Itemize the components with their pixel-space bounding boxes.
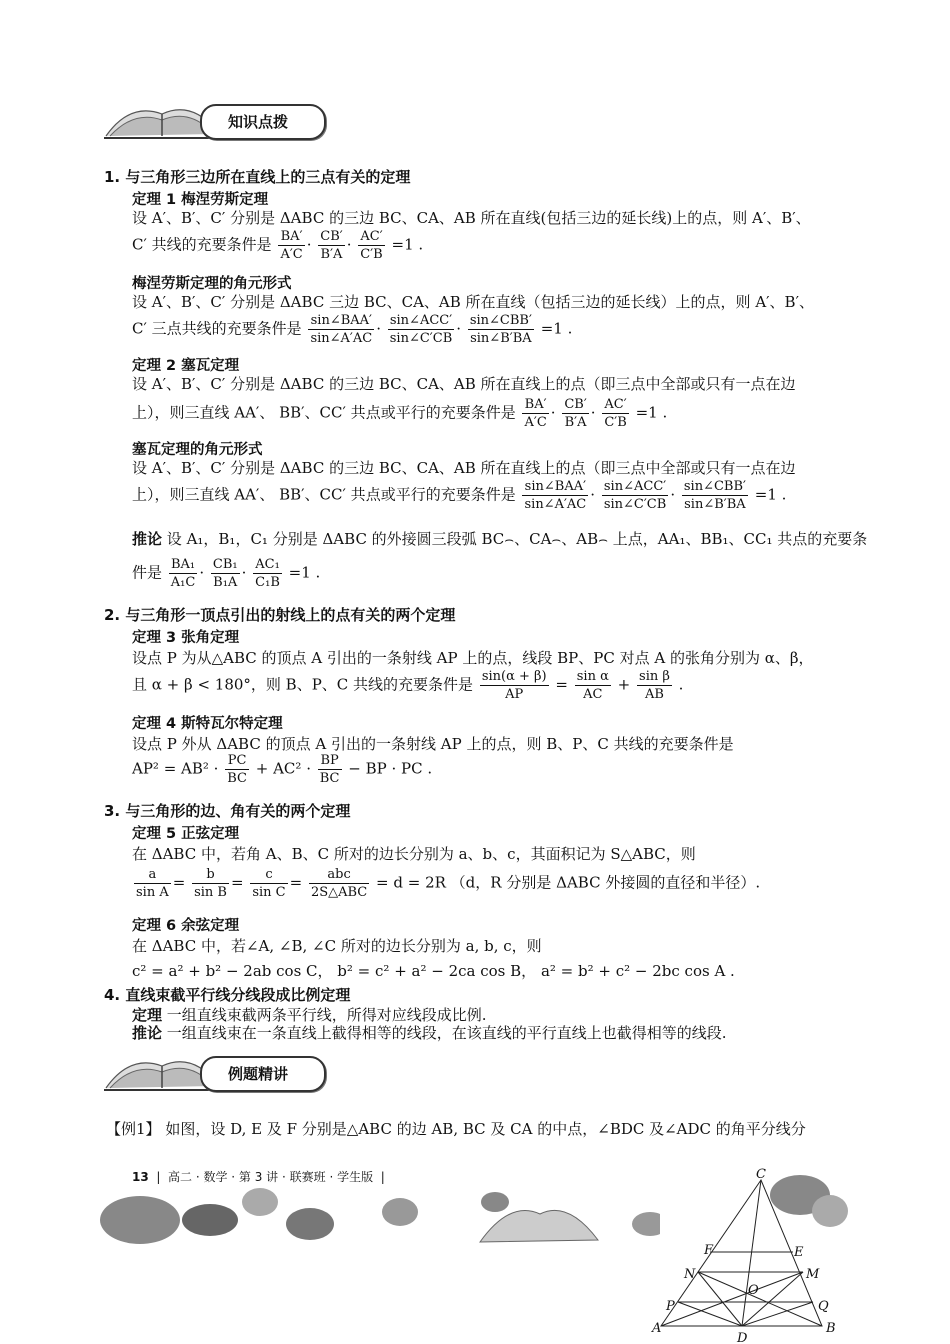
- theorem-4-line-2: [132, 752, 432, 787]
- fraction: [318, 752, 342, 787]
- fraction: [388, 312, 455, 347]
- fraction: [358, 228, 384, 263]
- course-info: 高二 · 数学 · 第 3 讲 · 联赛班 · 学生版: [168, 1170, 374, 1184]
- numerator: sin∠CBB′: [683, 479, 746, 494]
- corollary-text: 设 A₁，B₁，C₁ 分别是 ΔABC 的外接圆三段弧 BC⌢、CA⌢、AB⌢ 上点，AA₁、BB₁、CC₁ 共点的充要条: [166, 530, 868, 548]
- denominator: B′A: [564, 415, 587, 430]
- theorem-1-line-2: C′ 共线的充要条件是 $\frac{BA'}{A'C}$ · $\frac{CB'}{B'A}$ · $\frac{AC'}{C'B}$ =1 .: [132, 229, 424, 262]
- fraction: [637, 668, 672, 703]
- theorem-1-line-1: 设 A′、B′、C′ 分别是 ΔABC 的三边 BC、CA、AB 所在直线(包括三边的延长线)上的点，则 A′、B′、: [132, 209, 811, 227]
- theorem-2b-title: 塞瓦定理的角元形式: [132, 442, 263, 458]
- numerator: AC′: [602, 396, 628, 414]
- theorem-3-line-1: 设点 P 为从△ABC 的顶点 A 引出的一条射线 AP 上的点，线段 BP、PC 对点 A 的张角分别为 α、β，: [132, 649, 814, 667]
- fraction: [575, 668, 611, 703]
- theorem-6-title: 定理 6 余弦定理: [132, 918, 240, 934]
- section-1-title: 1. 与三角形三边所在直线上的三点有关的定理: [104, 168, 411, 186]
- point-label-o: O: [748, 1283, 759, 1298]
- fraction: [468, 312, 534, 347]
- fraction: [602, 478, 669, 513]
- fraction: [225, 752, 249, 787]
- fraction: [562, 396, 588, 431]
- numerator: sin α: [576, 669, 609, 684]
- sine-law-tail: = d = 2R （d，R 分别是 ΔABC 外接圆的直径和半径）.: [376, 873, 761, 892]
- fraction: [318, 228, 344, 263]
- point-label-a: A: [652, 1321, 662, 1336]
- numerator: AC₁: [253, 556, 282, 574]
- numerator: sin∠ACC′: [602, 478, 669, 496]
- denominator: B′A: [320, 247, 343, 262]
- equation-tail: =1 .: [391, 235, 424, 254]
- corollary-label: 推论: [132, 1024, 163, 1042]
- numerator: AC′: [358, 228, 384, 246]
- numerator: CB′: [564, 397, 587, 412]
- denominator: sin C: [252, 885, 286, 900]
- theorem-2b-line-1: 设 A′、B′、C′ 分别是 ΔABC 的三边 BC、CA、AB 所在直线上的点（即三点中全部或只有一点在边: [132, 459, 796, 477]
- stewart-mid: + AC² ·: [255, 759, 311, 778]
- numerator: sin∠CBB′: [469, 313, 532, 328]
- numerator: a: [134, 866, 171, 884]
- equation-tail: =1 .: [540, 319, 573, 338]
- numerator: BA′: [522, 396, 548, 414]
- lily-pad-icon: [382, 1198, 418, 1226]
- numerator: sin∠BAA′: [522, 478, 588, 496]
- fraction: [309, 866, 369, 901]
- denominator: sin∠C′CB: [389, 331, 453, 346]
- theorem-1-lead: C′ 共线的充要条件是: [132, 235, 272, 254]
- numerator: BA₁: [169, 556, 198, 574]
- theorem-1b-line-1: 设 A′、B′、C′ 分别是 ΔABC 三边 BC、CA、AB 所在直线（包括三边的延长线）上的点，则 A′、B′、: [132, 293, 814, 311]
- operator: +: [617, 675, 631, 694]
- knowledge-banner-label: 知识点拨: [200, 104, 326, 140]
- footer-decoration: [100, 1180, 660, 1250]
- denominator: AC: [583, 687, 603, 702]
- median-cd: [742, 1180, 761, 1326]
- section-2-title: 2. 与三角形一顶点引出的射线上的点有关的两个定理: [104, 606, 456, 624]
- fraction: [480, 668, 549, 703]
- theorem-2-title: 定理 2 塞瓦定理: [132, 358, 240, 374]
- open-book-icon: [480, 1210, 598, 1242]
- denominator: C′B: [360, 247, 383, 262]
- numerator: PC: [225, 752, 249, 770]
- denominator: sin∠B′BA: [470, 331, 532, 346]
- theorem-2-line-1: 设 A′、B′、C′ 分别是 ΔABC 的三边 BC、CA、AB 所在直线上的点（即三点中全部或只有一点在边: [132, 375, 796, 393]
- leaf-icon: [286, 1208, 334, 1240]
- theorem-text: 一组直线束截两条平行线，所得对应线段成比例.: [166, 1006, 487, 1024]
- footer-separator: |: [156, 1170, 161, 1184]
- bisector-dm: [742, 1272, 803, 1326]
- theorem-1-title: 定理 1 梅涅劳斯定理: [132, 192, 269, 208]
- denominator: A₁C: [170, 575, 196, 590]
- section-3-title: 3. 与三角形的边、角有关的两个定理: [104, 802, 351, 820]
- denominator: BC: [319, 771, 340, 786]
- numerator: sin β: [639, 669, 670, 684]
- corollary-line-1: [132, 528, 867, 549]
- numerator: b: [192, 866, 229, 884]
- denominator: AP: [505, 687, 524, 702]
- theorem-3-title: 定理 3 张角定理: [132, 630, 240, 646]
- theorem-4-title: 定理 4 斯特瓦尔特定理: [132, 716, 283, 732]
- corollary-text: 一组直线束在一条直线上截得相等的线段，在该直线的平行直线上也截得相等的线段.: [166, 1024, 727, 1042]
- denominator: C₁B: [255, 575, 280, 590]
- theorem-2b-line-2: 上），则三直线 AA′、 BB′、CC′ 共点或平行的充要条件是 $\frac{\text{sin∠BAA′}}{\sin\angle A'AC}$ · $\frac{\text{sin∠ACC′}}{\sin\angle C'CB}$ · $\frac{\text{sin∠CBB′}}{\sin\angle B'BA}$ =1 .: [132, 479, 787, 512]
- footer-separator: |: [380, 1170, 385, 1184]
- theorem-label: 定理: [132, 1006, 163, 1024]
- denominator: sin∠A′AC: [524, 497, 587, 512]
- segment-bn: [698, 1272, 822, 1326]
- numerator: sin(α + β): [481, 669, 547, 684]
- corollary-line-2: 件是 $\frac{\text{BA₁}}{\text{A₁C}}$ · $\frac{\text{CB₁}}{\text{B₁A}}$ · $\frac{\text{AC₁}}{\text{C₁B}}$ =1 .: [132, 557, 321, 590]
- lily-pad-icon: [481, 1192, 509, 1212]
- point-label-e: E: [794, 1245, 804, 1260]
- theorem-3-lead: 且 α + β < 180°，则 B、P、C 共线的充要条件是: [132, 675, 474, 694]
- numerator: CB₁: [212, 557, 238, 572]
- denominator: A′C: [280, 247, 303, 262]
- denominator: sin∠A′AC: [310, 331, 373, 346]
- segment-am: [661, 1272, 803, 1326]
- examples-banner: [100, 1050, 330, 1098]
- equation-tail: =1 .: [754, 485, 787, 504]
- point-label-c: C: [756, 1167, 766, 1182]
- leaf-icon: [182, 1204, 238, 1236]
- theorem-5-line-1: 在 ΔABC 中，若角 A、B、C 所对的边长分别为 a、b、c，其面积记为 S△ABC，则: [132, 845, 696, 863]
- example-1: [106, 1118, 806, 1139]
- triangle-figure: [648, 1162, 844, 1344]
- fraction: [192, 866, 229, 901]
- fraction: [308, 312, 374, 347]
- denominator: BC: [227, 771, 247, 786]
- point-label-q: Q: [818, 1299, 829, 1314]
- fraction: [278, 228, 304, 263]
- operator: .: [678, 675, 684, 694]
- point-label-n: N: [684, 1267, 696, 1282]
- stewart-pre: AP² = AB² ·: [132, 759, 219, 778]
- fraction: [253, 556, 282, 591]
- denominator: sin A: [136, 885, 169, 900]
- operator: =: [555, 675, 568, 694]
- fraction: [522, 396, 548, 431]
- numerator: sin∠ACC′: [388, 312, 455, 330]
- examples-banner-label: 例题精讲: [200, 1056, 326, 1092]
- theorem-1b-line-2: C′ 三点共线的充要条件是 $\frac{\text{sin∠BAA′}}{\sin\angle A'AC}$ · $\frac{\text{sin∠ACC′}}{\sin\angle C'CB}$ · $\frac{\text{sin∠CBB′}}{\sin\angle B'BA}$ =1 .: [132, 313, 573, 346]
- point-label-m: M: [806, 1267, 820, 1282]
- denominator: sin∠B′BA: [684, 497, 746, 512]
- corollary-2-line: [132, 1022, 727, 1043]
- fraction: [169, 556, 198, 591]
- leaf-icon: [100, 1196, 180, 1244]
- numerator: sin∠BAA′: [308, 312, 374, 330]
- theorem-2-line-2: 上），则三直线 AA′、 BB′、CC′ 共点或平行的充要条件是 $\frac{BA'}{A'C}$ · $\frac{CB'}{B'A}$ · $\frac{AC'}{C'B}$ =1 .: [132, 397, 668, 430]
- denominator: sin∠C′CB: [603, 497, 667, 512]
- denominator: sin B: [194, 885, 227, 900]
- point-label-f: F: [704, 1243, 714, 1258]
- denominator: A′C: [524, 415, 547, 430]
- corollary-label: 推论: [132, 530, 163, 548]
- fraction: [682, 478, 748, 513]
- example-label: 【例1】: [106, 1120, 161, 1138]
- theorem-5-line-2: $\frac{a}{\text{sin A}}$ = $\frac{b}{\text{sin B}}$ = $\frac{c}{\text{sin C}}$ = $\frac{\text{abc}}{\text{2S△ABC}}$ = d = 2R （d，R 分别是 ΔABC 外接圆的直径和半径）.: [136, 867, 761, 900]
- equation-tail: =1 .: [288, 563, 321, 582]
- page-number: 13: [132, 1170, 149, 1184]
- denominator: 2S△ABC: [310, 885, 368, 900]
- corollary-lead: 件是: [132, 563, 163, 582]
- point-label-p: P: [666, 1299, 675, 1314]
- theorem-2b-lead: 上），则三直线 AA′、 BB′、CC′ 共点或平行的充要条件是: [132, 485, 516, 504]
- example-text: 如图，设 D, E 及 F 分别是△ABC 的边 AB, BC 及 CA 的中点，∠BDC 及∠ADC 的角平分线分: [165, 1120, 806, 1138]
- point-label-d: D: [737, 1331, 748, 1344]
- segment-qd: [742, 1302, 813, 1326]
- numerator: abc: [309, 866, 369, 884]
- theorem-1b-title: 梅涅劳斯定理的角元形式: [132, 276, 292, 292]
- numerator: CB′: [320, 229, 343, 244]
- theorem-2-lead: 上），则三直线 AA′、 BB′、CC′ 共点或平行的充要条件是: [132, 403, 516, 422]
- fraction: [211, 556, 240, 591]
- leaf-icon: [242, 1188, 278, 1216]
- stewart-post: − BP · PC .: [348, 759, 433, 778]
- theorem-4-line-1: 设点 P 外从 ΔABC 的顶点 A 引出的一条射线 AP 上的点，则 B、P、C 共线的充要条件是: [132, 735, 734, 753]
- section-4-title: 4. 直线束截平行线分线段成比例定理: [104, 986, 351, 1004]
- denominator: C′B: [604, 415, 627, 430]
- numerator: BA′: [278, 228, 304, 246]
- fraction: [134, 866, 171, 901]
- fraction: [602, 396, 628, 431]
- theorem-3-line-2: [132, 668, 683, 703]
- knowledge-banner: [100, 98, 330, 146]
- denominator: B₁A: [213, 575, 238, 590]
- numerator: c: [250, 866, 287, 884]
- theorem-1b-lead: C′ 三点共线的充要条件是: [132, 319, 302, 338]
- theorem-6-line-2: c² = a² + b² − 2ab cos C， b² = c² + a² − 2ca cos B， a² = b² + c² − 2bc cos A .: [132, 962, 735, 980]
- equation-tail: =1 .: [635, 403, 668, 422]
- theorem-5-title: 定理 5 正弦定理: [132, 826, 240, 842]
- numerator: BP: [318, 752, 342, 770]
- point-label-b: B: [826, 1321, 836, 1336]
- denominator: AB: [644, 687, 664, 702]
- theorem-6-line-1: 在 ΔABC 中，若∠A, ∠B, ∠C 所对的边长分别为 a, b, c，则: [132, 937, 542, 955]
- fraction: [522, 478, 588, 513]
- fraction: [250, 866, 287, 901]
